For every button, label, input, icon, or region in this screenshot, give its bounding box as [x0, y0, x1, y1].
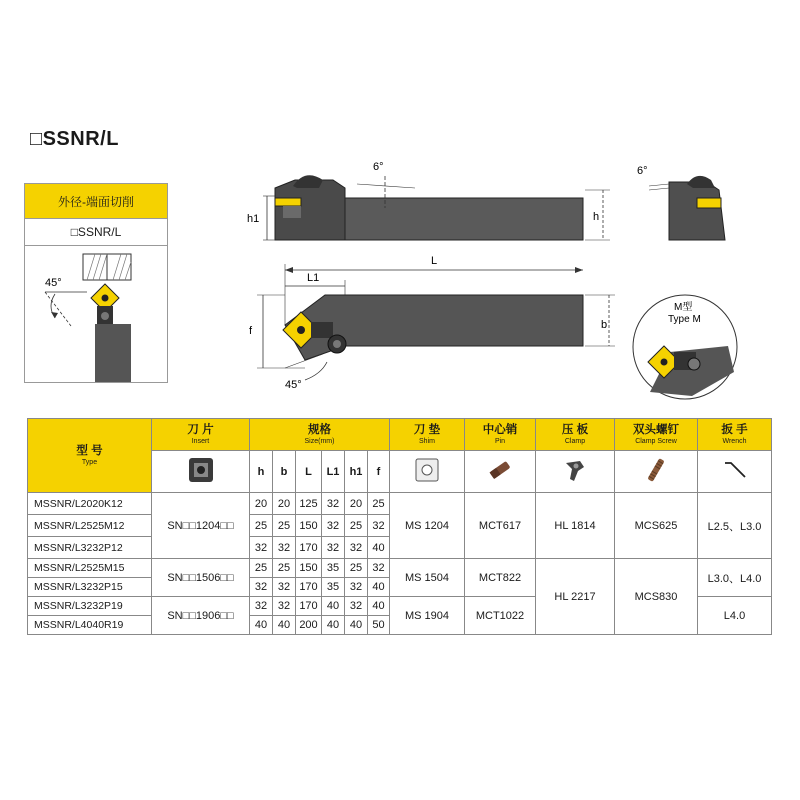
size-cell: 32 [322, 537, 345, 559]
model-cell: MSSNR/L2020K12 [28, 493, 152, 515]
clamp-icon [560, 455, 590, 485]
h-label: h [593, 211, 600, 223]
size-cell: 35 [322, 559, 345, 578]
insert-cell: SN□□1506□□ [152, 559, 250, 597]
size-cell: 25 [345, 559, 368, 578]
pin-icon [485, 455, 515, 485]
header-pin: 中心销 Pin [465, 419, 536, 451]
screw-image [615, 451, 698, 493]
size-cell: 25 [345, 515, 368, 537]
shim-image [390, 451, 465, 493]
size-cell: 32 [345, 537, 368, 559]
size-cell: 32 [273, 597, 296, 616]
size-cell: 40 [368, 578, 390, 597]
type-m-en: Type M [668, 314, 701, 325]
size-col-h1: h1 [345, 451, 368, 493]
size-cell: 150 [296, 515, 322, 537]
model-cell: MSSNR/L3232P19 [28, 597, 152, 616]
h1-label: h1 [247, 213, 260, 225]
size-col-f: f [368, 451, 390, 493]
pin-cell: MCT822 [465, 559, 536, 597]
size-cell: 40 [322, 597, 345, 616]
size-cell: 32 [250, 578, 273, 597]
header-screw: 双头螺钉 Clamp Screw [615, 419, 698, 451]
size-col-L: L [296, 451, 322, 493]
spec-table [27, 418, 772, 635]
b-label: b [601, 319, 608, 331]
top-angle-label: 6° [373, 161, 384, 173]
size-cell: 25 [273, 559, 296, 578]
size-cell: 125 [296, 493, 322, 515]
header-model: 型 号 Type [28, 419, 152, 493]
size-cell: 35 [322, 578, 345, 597]
shim-icon [412, 455, 442, 485]
header-wrench: 扳 手 Wrench [698, 419, 772, 451]
size-cell: 40 [322, 616, 345, 635]
size-cell: 40 [273, 616, 296, 635]
side-view-drawing [245, 158, 615, 248]
size-cell: 40 [345, 616, 368, 635]
size-cell: 32 [322, 515, 345, 537]
shim-cell: MS 1204 [390, 493, 465, 559]
model-cell: MSSNR/L4040R19 [28, 616, 152, 635]
size-cell: 40 [250, 616, 273, 635]
model-cell: MSSNR/L3232P12 [28, 537, 152, 559]
f-label: f [249, 325, 253, 337]
size-cell: 200 [296, 616, 322, 635]
header-clamp: 压 板 Clamp [536, 419, 615, 451]
size-cell: 20 [250, 493, 273, 515]
clamp-image [536, 451, 615, 493]
wrench-icon [720, 455, 750, 485]
size-cell: 50 [368, 616, 390, 635]
panel-heading: 外径-端面切削 [25, 184, 167, 219]
wrench-cell: L3.0、L4.0 [698, 559, 772, 597]
clamp-cell: HL 2217 [536, 559, 615, 635]
wrench-cell: L4.0 [698, 597, 772, 635]
size-col-h: h [250, 451, 273, 493]
plan-view-drawing [245, 250, 625, 395]
insert-cell: SN□□1906□□ [152, 597, 250, 635]
size-cell: 25 [250, 515, 273, 537]
size-cell: 20 [345, 493, 368, 515]
page-title: □SSNR/L [30, 128, 119, 150]
header-shim: 刀 垫 Shim [390, 419, 465, 451]
size-col-L1: L1 [322, 451, 345, 493]
panel-angle-label: 45° [45, 277, 62, 289]
header-insert: 刀 片 Insert [152, 419, 250, 451]
wrench-image [698, 451, 772, 493]
size-cell: 32 [273, 578, 296, 597]
insert-image [152, 451, 250, 493]
screw-cell: MCS830 [615, 559, 698, 635]
wrench-cell: L2.5、L3.0 [698, 493, 772, 559]
size-cell: 32 [273, 537, 296, 559]
clamp-cell: HL 1814 [536, 493, 615, 559]
model-cell: MSSNR/L2525M15 [28, 559, 152, 578]
shim-cell: MS 1904 [390, 597, 465, 635]
end-view-drawing [635, 158, 745, 248]
size-cell: 32 [250, 597, 273, 616]
size-cell: 25 [368, 493, 390, 515]
pin-cell: MCT1022 [465, 597, 536, 635]
type-m-zh: M型 [674, 302, 693, 313]
shim-cell: MS 1504 [390, 559, 465, 597]
application-panel [24, 183, 168, 383]
screw-cell: MCS625 [615, 493, 698, 559]
size-cell: 170 [296, 537, 322, 559]
L-label: L [431, 255, 438, 267]
header-size: 规格 Size(mm) [250, 419, 390, 451]
screw-icon [641, 455, 671, 485]
size-cell: 32 [345, 578, 368, 597]
size-cell: 40 [368, 537, 390, 559]
size-cell: 20 [273, 493, 296, 515]
size-cell: 25 [273, 515, 296, 537]
size-cell: 32 [368, 515, 390, 537]
insert-cell: SN□□1204□□ [152, 493, 250, 559]
size-cell: 32 [322, 493, 345, 515]
size-cell: 170 [296, 578, 322, 597]
size-cell: 32 [345, 597, 368, 616]
insert-icon [186, 455, 216, 485]
panel-code: □SSNR/L [25, 219, 167, 246]
size-cell: 170 [296, 597, 322, 616]
L1-label: L1 [307, 272, 320, 284]
size-cell: 150 [296, 559, 322, 578]
size-cell: 25 [250, 559, 273, 578]
size-cell: 32 [368, 559, 390, 578]
model-cell: MSSNR/L3232P15 [28, 578, 152, 597]
side-angle-label: 6° [637, 165, 648, 177]
bottom-angle-label: 45° [285, 379, 302, 391]
size-cell: 32 [250, 537, 273, 559]
type-m-detail [630, 292, 740, 402]
application-diagram [25, 246, 167, 382]
pin-image [465, 451, 536, 493]
size-cell: 40 [368, 597, 390, 616]
model-cell: MSSNR/L2525M12 [28, 515, 152, 537]
size-col-b: b [273, 451, 296, 493]
pin-cell: MCT617 [465, 493, 536, 559]
